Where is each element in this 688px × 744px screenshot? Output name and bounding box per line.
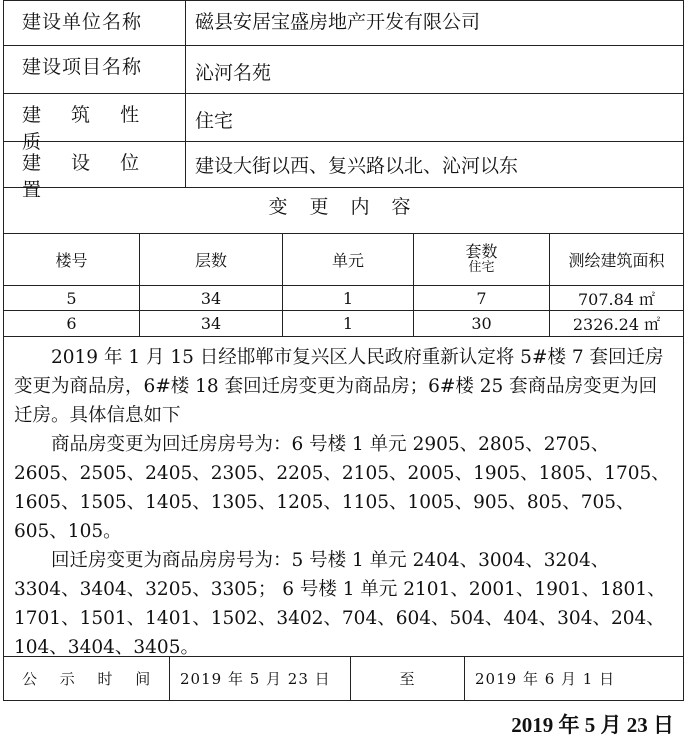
description-paragraph-3: 回迁房变更为商品房房号为：5 号楼 1 单元 2404、3004、3204、3304、3404、3205、3305； 6 号楼 1 单元 2101、2001、1901、1801、1701、1501、1401、1502、3402、704、604、504、404、304、204、104、3404、3405。 bbox=[14, 550, 666, 658]
header-building: 楼号 bbox=[4, 234, 140, 285]
table-row bbox=[4, 311, 683, 337]
change-header: 变 更 内 容 bbox=[268, 196, 419, 218]
cell-area: 2326.24 ㎡ bbox=[572, 315, 661, 334]
end-date: 2019 年 6 月 1 日 bbox=[475, 670, 616, 688]
cell-unit: 1 bbox=[283, 286, 414, 310]
description-paragraph-1: 2019 年 1 月 15 日经邯郸市复兴区人民政府重新认定将 5#楼 7 套回迁房变更为商品房，6#楼 18 套回迁房变更为商品房；6#楼 25 套商品房变更为回迁房。具体信息如下 bbox=[14, 347, 664, 426]
cell-floors: 34 bbox=[140, 286, 283, 310]
cell-area: 707.84 ㎡ bbox=[577, 289, 656, 309]
table-row bbox=[4, 286, 683, 311]
location-label: 建 设 位 置 bbox=[4, 142, 186, 187]
nature-row bbox=[4, 94, 683, 153]
start-date: 2019 年 5 月 23 日 bbox=[170, 657, 351, 700]
cell-floors: 34 bbox=[140, 311, 283, 336]
table-header-row bbox=[4, 234, 683, 286]
header-sets bbox=[414, 234, 550, 285]
description-paragraph-2: 商品房变更为回迁房房号为：6 号楼 1 单元 2905、2805、2705、2605、2505、2405、2305、2205、2105、2005、1905、1805、1705、1605、1505、1405、1305、1205、1105、1005、905、805、705、605、105。 bbox=[14, 434, 670, 542]
location-row bbox=[4, 142, 683, 201]
announcement-form bbox=[3, 0, 684, 701]
project-row bbox=[4, 46, 683, 94]
header-area: 测绘建筑面积 bbox=[568, 251, 665, 270]
cell-sets: 7 bbox=[414, 286, 550, 310]
project-value: 沁河名苑 bbox=[195, 62, 272, 84]
header-unit: 单元 bbox=[283, 234, 414, 285]
project-label: 建设项目名称 bbox=[4, 46, 186, 93]
description-block bbox=[4, 337, 683, 657]
header-floors: 层数 bbox=[140, 234, 283, 285]
period-label: 公 示 时 间 bbox=[4, 657, 170, 700]
location-value: 建设大街以西、复兴路以北、沁河以东 bbox=[195, 155, 519, 177]
header-sets-label: 套数 bbox=[465, 241, 498, 261]
developer-label: 建设单位名称 bbox=[4, 1, 186, 45]
developer-value: 磁县安居宝盛房地产开发有限公司 bbox=[195, 11, 481, 33]
nature-value: 住宅 bbox=[195, 110, 234, 132]
cell-sets: 30 bbox=[414, 311, 550, 336]
cell-building: 5 bbox=[4, 286, 140, 310]
nature-label: 建 筑 性 质 bbox=[4, 94, 186, 141]
change-header-row bbox=[4, 188, 683, 234]
to-label: 至 bbox=[351, 657, 465, 700]
period-row bbox=[4, 657, 683, 700]
description-text bbox=[4, 337, 683, 662]
signed-date: 2019 年 5 月 23 日 bbox=[511, 713, 674, 737]
cell-unit: 1 bbox=[283, 311, 414, 336]
developer-row bbox=[4, 1, 683, 46]
header-sets-sub: 住宅 bbox=[468, 260, 495, 276]
cell-building: 6 bbox=[4, 311, 140, 336]
